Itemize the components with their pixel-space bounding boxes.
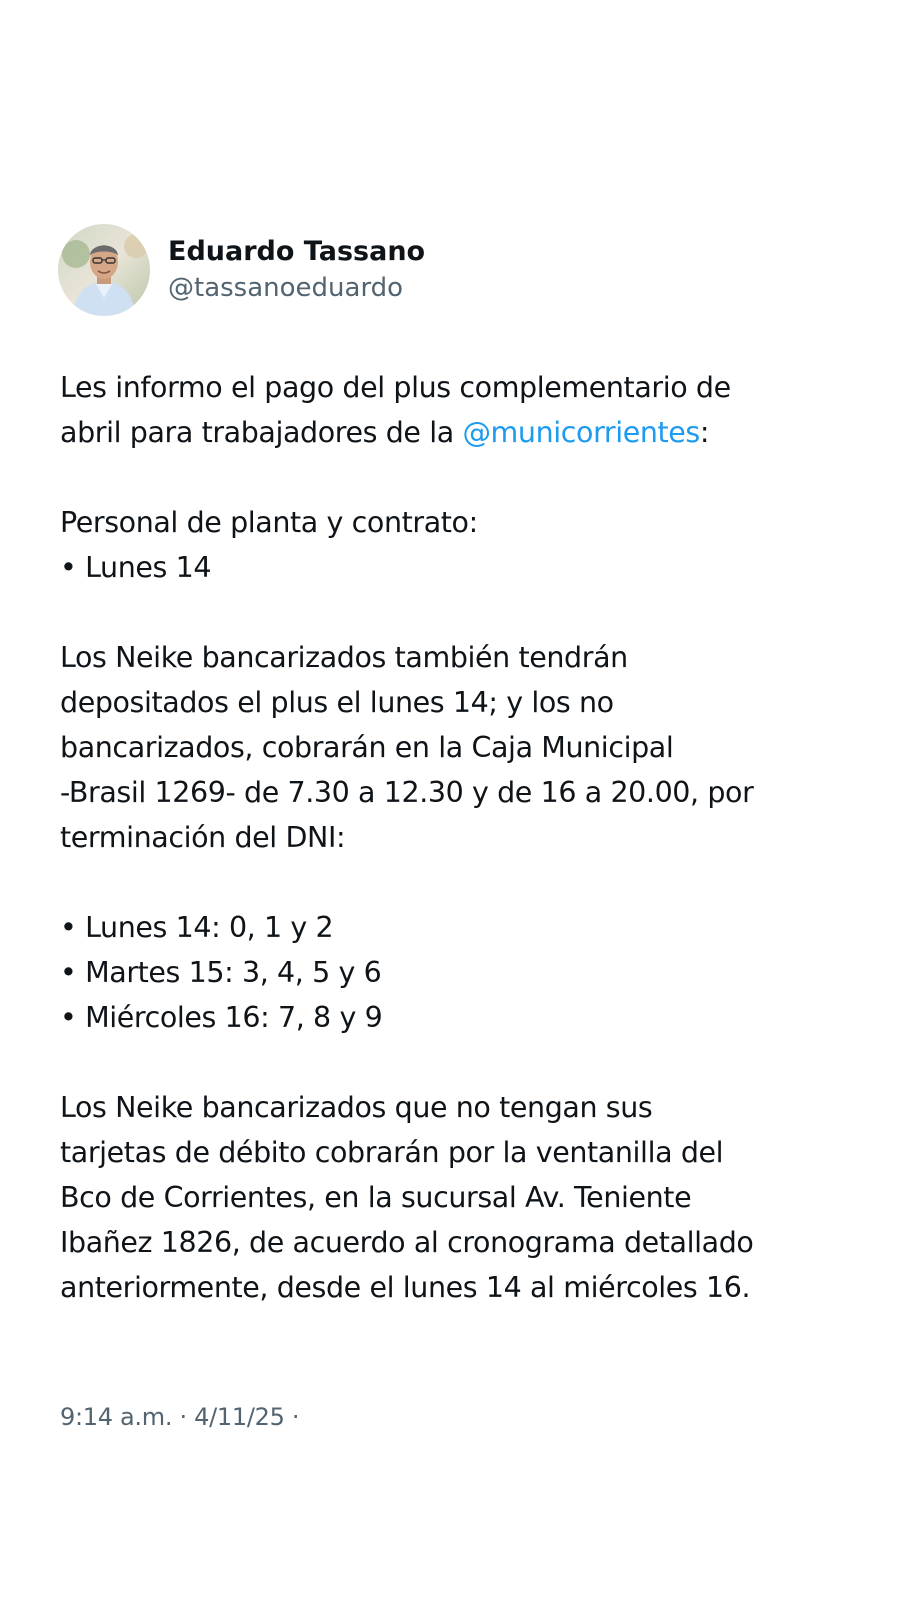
paragraph-gap <box>60 860 860 905</box>
cards-line: Los Neike bancarizados que no tengan sus <box>60 1091 653 1124</box>
avatar[interactable] <box>58 224 150 316</box>
intro-line-2-suffix: : <box>699 416 710 449</box>
staff-heading: Personal de planta y contrato: <box>60 506 478 539</box>
intro-line-1: Les informo el pago del plus complementario de <box>60 371 731 404</box>
neike-line: Los Neike bancarizados también tendrán <box>60 641 628 674</box>
author-handle[interactable]: @tassanoeduardo <box>168 273 404 303</box>
intro-line-2-prefix: abril para trabajadores de la <box>60 416 463 449</box>
schedule-item: • Miércoles 16: 7, 8 y 9 <box>60 1001 383 1034</box>
staff-item: • Lunes 14 <box>60 551 212 584</box>
tweet-text <box>60 365 860 1310</box>
intro-line-2 <box>60 410 860 455</box>
author-header[interactable] <box>58 224 425 316</box>
profile-photo-icon <box>58 224 150 316</box>
cards-line: Ibañez 1826, de acuerdo al cronograma detallado <box>60 1226 754 1259</box>
cards-line: tarjetas de débito cobrarán por la ventanilla del <box>60 1136 724 1169</box>
neike-line: terminación del DNI: <box>60 821 346 854</box>
neike-line: depositados el plus el lunes 14; y los no <box>60 686 614 719</box>
neike-line: bancarizados, cobrarán en la Caja Municipal <box>60 731 674 764</box>
mention-link[interactable]: @municorrientes <box>462 416 700 449</box>
schedule-item: • Lunes 14: 0, 1 y 2 <box>60 911 334 944</box>
paragraph-gap <box>60 590 860 635</box>
cards-line: Bco de Corrientes, en la sucursal Av. Teniente <box>60 1181 692 1214</box>
cards-line: anteriormente, desde el lunes 14 al miércoles 16. <box>60 1271 751 1304</box>
tweet-timestamp[interactable]: 9:14 a.m. · 4/11/25 · <box>60 1403 300 1431</box>
author-names <box>168 234 425 306</box>
paragraph-gap <box>60 1040 860 1085</box>
paragraph-gap <box>60 455 860 500</box>
neike-line: -Brasil 1269- de 7.30 a 12.30 y de 16 a 20.00, por <box>60 776 754 809</box>
schedule-item: • Martes 15: 3, 4, 5 y 6 <box>60 956 382 989</box>
author-display-name[interactable]: Eduardo Tassano <box>168 236 426 267</box>
